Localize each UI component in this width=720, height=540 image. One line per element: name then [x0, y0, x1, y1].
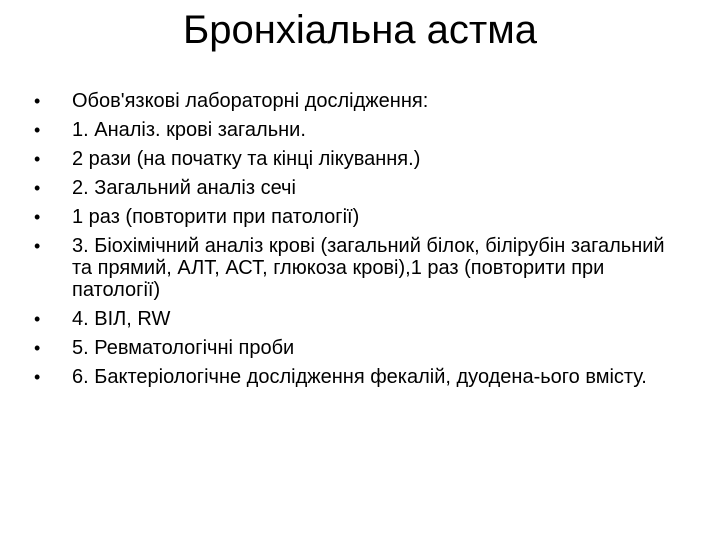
list-item: [34, 90, 674, 112]
list-item: [34, 148, 674, 170]
list-item: [34, 119, 674, 141]
list-item-text: 1. Аналіз. крові загальни.: [72, 119, 306, 141]
bullet-icon: •: [34, 367, 41, 387]
list-item: [34, 206, 674, 228]
bullet-icon: •: [34, 309, 41, 329]
slide-title: Бронхіальна астма: [183, 8, 537, 52]
list-item: [34, 235, 674, 301]
list-item-text: Обов'язкові лабораторні дослідження:: [72, 90, 429, 112]
list-item: [34, 177, 674, 199]
bullet-icon: •: [34, 91, 41, 111]
bullet-icon: •: [34, 120, 41, 140]
list-item-text: 6. Бактеріологічне дослідження фекалій, дуодена-ього вмісту.: [72, 366, 647, 388]
list-item: [34, 366, 674, 388]
list-item-text: 5. Ревматологічні проби: [72, 337, 295, 359]
list-item: [34, 337, 674, 359]
list-item-text: 1 раз (повторити при патології): [72, 206, 360, 228]
bullet-icon: •: [34, 236, 41, 256]
list-item-text: 4. ВІЛ, RW: [72, 308, 171, 330]
list-item-text: 3. Біохімічний аналіз крові (загальний білок, білірубін загальний та прямий, АЛТ, АСТ, глюкоза крові),1 раз (повторити при патології): [72, 235, 665, 301]
bullet-icon: •: [34, 178, 41, 198]
bullet-icon: •: [34, 149, 41, 169]
list-item: [34, 308, 674, 330]
bullet-icon: •: [34, 207, 41, 227]
bullet-list: [34, 90, 674, 395]
list-item-text: 2. Загальний аналіз сечі: [72, 177, 296, 199]
list-item-text: 2 рази (на початку та кінці лікування.): [72, 148, 421, 170]
bullet-icon: •: [34, 338, 41, 358]
